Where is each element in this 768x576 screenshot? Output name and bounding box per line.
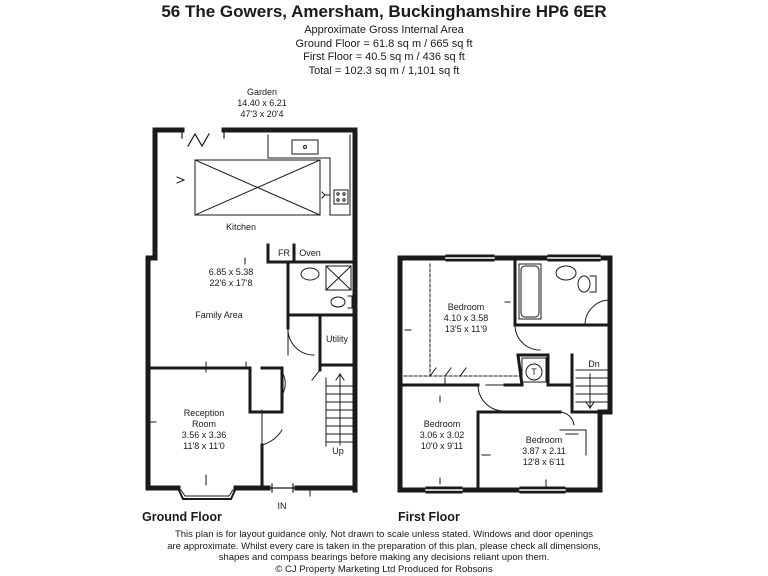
disclaimer xyxy=(0,529,768,575)
family-label: Family Area xyxy=(195,310,243,320)
fridge-label: FR xyxy=(278,248,290,258)
reception-metric: 3.56 x 3.36 xyxy=(181,430,227,440)
bedroom-3-imperial: 12'8 x 6'11 xyxy=(522,457,566,467)
oven-label: Oven xyxy=(299,248,321,258)
area-ground: Ground Floor = 61.8 sq m / 665 sq ft xyxy=(295,37,473,50)
reception-imperial: 11'8 x 11'0 xyxy=(183,441,225,451)
disclaimer-line-2: are approximate. Whilst every care is taken in the preparation of this plan, please check all dimensions, xyxy=(167,540,601,552)
family-metric: 6.85 x 5.38 xyxy=(208,267,254,277)
utility-label: Utility xyxy=(326,334,348,344)
bedroom-1-imperial: 13'5 x 11'9 xyxy=(444,324,488,334)
bay-window xyxy=(178,488,236,499)
bedroom-2-label: Bedroom xyxy=(423,419,461,429)
bedroom-3-label: Bedroom xyxy=(525,435,563,445)
garden-doors xyxy=(182,130,224,146)
ground-stairs xyxy=(326,374,355,446)
garden-imperial: 47'3 x 20'4 xyxy=(240,109,284,119)
disclaimer-line-1: This plan is for layout guidance only. Not drawn to scale unless stated. Windows and door openings xyxy=(174,529,594,540)
bedroom-1-label: Bedroom xyxy=(447,302,485,312)
cylinder-label: T xyxy=(531,367,537,377)
entrance-label: IN xyxy=(277,501,287,511)
bedroom-2-imperial: 10'0 x 9'11 xyxy=(420,441,464,451)
garden-metric: 14.40 x 6.21 xyxy=(237,98,287,108)
garden-label: Garden xyxy=(246,87,278,97)
ground-outer-walls xyxy=(148,130,355,490)
first-windows xyxy=(423,258,600,490)
family-imperial: 22'6 x 17'8 xyxy=(209,278,253,288)
garden-label-group xyxy=(237,87,287,119)
first-floor-plan xyxy=(400,255,610,493)
bedroom-1-metric: 4.10 x 3.58 xyxy=(443,313,489,323)
first-stairs xyxy=(576,370,610,408)
kitchen-island xyxy=(195,160,320,215)
reception-label-2: Room xyxy=(191,419,217,429)
area-first: First Floor = 40.5 sq m / 436 sq ft xyxy=(303,51,465,63)
disclaimer-line-4: © CJ Property Marketing Ltd Produced for Robsons xyxy=(275,563,493,575)
ground-shower-room xyxy=(301,266,352,308)
bedroom-2-metric: 3.06 x 3.02 xyxy=(419,430,465,440)
area-total: Total = 102.3 sq m / 1,101 sq ft xyxy=(308,64,460,77)
kitchen-worktop xyxy=(268,135,350,215)
first-bathroom xyxy=(519,264,596,319)
ground-door-swings xyxy=(262,328,320,445)
first-floor-label: First Floor xyxy=(398,510,460,524)
ground-floor-plan xyxy=(148,130,355,499)
disclaimer-line-3: shapes and compass bearings before making any decisions reliant upon them. xyxy=(218,552,550,563)
page-title: 56 The Gowers, Amersham, Buckinghamshire HP6 6ER xyxy=(161,2,607,21)
stairs-up-label: Up xyxy=(332,446,344,456)
bedroom-3-metric: 3.87 x 2.11 xyxy=(522,446,566,456)
kitchen-label: Kitchen xyxy=(225,222,257,232)
stairs-down-label: Dn xyxy=(588,359,600,369)
area-heading: Approximate Gross Internal Area xyxy=(304,24,464,36)
front-door xyxy=(268,484,297,492)
reception-label-1: Reception xyxy=(183,408,225,418)
ground-floor-label: Ground Floor xyxy=(142,510,222,524)
